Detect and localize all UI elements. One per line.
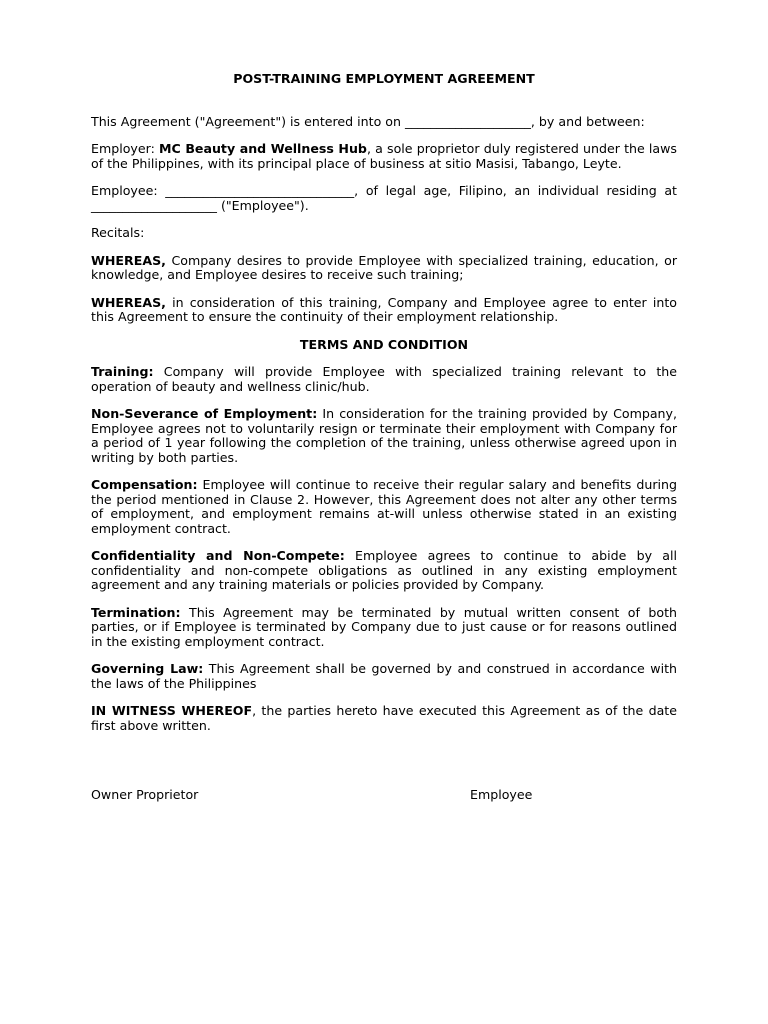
clause-text: Company will provide Employee with specialized training relevant to the operation of beauty and wellness clinic/hub.: [91, 364, 677, 394]
employee-text: , of legal age, Filipino, an individual residing at: [354, 183, 678, 198]
agreement-page: [91, 72, 677, 804]
owner-signature-label: Owner Proprietor: [91, 787, 199, 802]
witness-label: IN WITNESS WHEREOF: [91, 703, 253, 718]
clause-text: Employee agrees to continue to abide by all confidentiality and non-compete obligations as outlined in any existing employment agreement and any training materials or policies provided by Company.: [91, 548, 677, 592]
employer-name: MC Beauty and Wellness Hub: [159, 141, 367, 156]
clause-label: Termination:: [91, 604, 181, 620]
clause-label: Compensation:: [91, 477, 198, 492]
employee-address-blank: ____________________: [91, 197, 217, 213]
whereas-text: in consideration of this training, Company and Employee agree to enter into this Agreement to ensure the continuity of their employment relationship.: [91, 294, 677, 324]
whereas-label: WHEREAS,: [91, 294, 166, 310]
clause-text: Employee will continue to receive their regular salary and benefits during the period mentioned in Clause 2. However, this Agreement does not alter any other terms of employment, and employment remains at-will unless otherwise stated in an existing employment contract.: [91, 477, 677, 536]
employee-signature-label: Employee: [470, 787, 533, 802]
whereas-label: WHEREAS,: [91, 252, 166, 268]
date-blank: ____________________: [404, 113, 531, 129]
document-title: POST-TRAINING EMPLOYMENT AGREEMENT: [233, 71, 535, 86]
clause-confidentiality: [91, 549, 677, 593]
whereas-paragraph-2: [91, 296, 677, 325]
clause-label: Confidentiality and Non-Compete:: [91, 548, 345, 563]
clause-text: This Agreement shall be governed by and construed in accordance with the laws of the Philippines: [91, 661, 677, 691]
clause-label: Governing Law:: [91, 661, 204, 676]
intro-text: This Agreement ("Agreement") is entered into on: [91, 113, 405, 129]
terms-heading: TERMS AND CONDITION: [299, 336, 469, 352]
clause-compensation: [91, 478, 677, 536]
clause-label: Non-Severance of Employment:: [91, 406, 318, 421]
whereas-text: Company desires to provide Employee with specialized training, education, or knowledge, and Employee desires to receive such training;: [91, 252, 677, 282]
intro-paragraph: [91, 115, 677, 130]
clause-text: In consideration for the training provided by Company, Employee agrees not to voluntarily resign or terminate their employment with Company for a period of 1 year following the completion of the training, unless otherwise agreed upon in writing by both parties.: [91, 406, 677, 465]
employee-label: Employee:: [91, 183, 166, 198]
employer-label: Employer:: [91, 141, 159, 156]
recitals-label: Recitals:: [91, 225, 145, 240]
employer-paragraph: [91, 142, 677, 171]
intro-text-end: , by and between:: [530, 113, 645, 129]
clause-non-severance: [91, 407, 677, 465]
employee-paragraph: [91, 184, 677, 213]
signature-block: [91, 788, 677, 804]
witness-text: , the parties hereto have executed this Agreement as of the date first above written.: [91, 703, 677, 733]
employee-name-blank: ______________________________: [165, 183, 355, 198]
witness-paragraph: [91, 704, 677, 733]
employee-text-end: ("Employee").: [216, 197, 309, 213]
employer-text: , a sole proprietor duly registered under the laws of the Philippines, with its principal place of business at sitio Masisi, Tabango, Leyte.: [91, 141, 677, 171]
clause-governing-law: [91, 662, 677, 691]
clause-training: [91, 365, 677, 394]
clause-label: Training:: [91, 364, 154, 379]
clause-termination: [91, 606, 677, 650]
clause-text: This Agreement may be terminated by mutual written consent of both parties, or if Employee is terminated by Company due to just cause or for reasons outlined in the existing employment contract.: [91, 604, 677, 649]
whereas-paragraph-1: [91, 254, 677, 283]
